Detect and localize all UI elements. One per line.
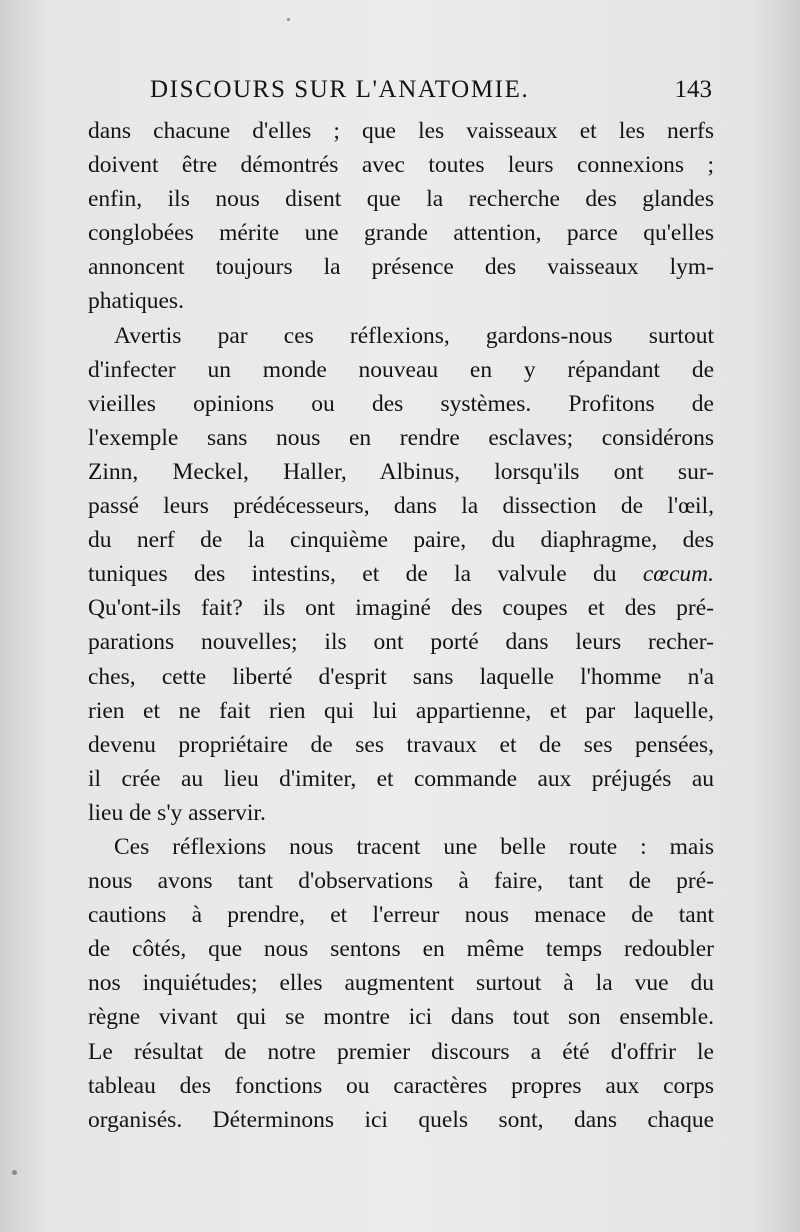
- text-line: Avertis par ces réflexions, gardons-nous surtout: [114, 322, 714, 349]
- text-line: parations nouvelles; ils ont porté dans leurs recher-: [88, 629, 714, 656]
- text-line: organisés. Déterminons ici quels sont, dans chaque: [88, 1106, 714, 1133]
- italic-term: cœcum.: [642, 561, 714, 588]
- text-line: du nerf de la cinquième paire, du diaphragme, des: [88, 527, 714, 554]
- page-header: [150, 76, 712, 112]
- text-line: conglobées mérite une grande attention, parce qu'elles: [88, 220, 714, 247]
- paper-speck: [12, 1170, 17, 1175]
- text-line: de côtés, que nous sentons en même temps redoubler: [88, 936, 714, 963]
- text-line: règne vivant qui se montre ici dans tout son ensemble.: [88, 1004, 714, 1031]
- text-line: phatiques.: [88, 288, 184, 315]
- text-line: tuniques des intestins, et de la valvule du cœcum.: [88, 561, 714, 588]
- text-line: devenu propriétaire de ses travaux et de ses pensées,: [88, 731, 714, 758]
- page-number: 143: [674, 76, 712, 103]
- text-line: passé leurs prédécesseurs, dans la dissection de l'œil,: [88, 493, 714, 520]
- text-line: tableau des fonctions ou caractères propres aux corps: [88, 1072, 714, 1099]
- text-line: l'exemple sans nous en rendre esclaves; considérons: [88, 424, 714, 451]
- text-line: dans chacune d'elles ; que les vaisseaux et les nerfs: [88, 118, 714, 144]
- text-line: d'infecter un monde nouveau en y répandant de: [88, 356, 714, 383]
- text-line: annoncent toujours la présence des vaisseaux lym-: [88, 254, 714, 281]
- text-line: lieu de s'y asservir.: [88, 799, 266, 826]
- running-title: DISCOURS SUR L'ANATOMIE.: [150, 76, 530, 103]
- text-line: enfin, ils nous disent que la recherche des glandes: [88, 186, 714, 213]
- text-line: rien et ne fait rien qui lui appartienne, et par laquelle,: [88, 697, 714, 724]
- paper-speck: [287, 18, 290, 21]
- text-line: vieilles opinions ou des systèmes. Profitons de: [88, 390, 714, 417]
- text-line: il crée au lieu d'imiter, et commande aux préjugés au: [88, 765, 714, 792]
- text-line: Ces réflexions nous tracent une belle route : mais: [114, 833, 714, 860]
- text-line: Qu'ont-ils fait? ils ont imaginé des coupes et des pré-: [88, 595, 714, 622]
- body-text: [88, 114, 714, 1137]
- text-line: nos inquiétudes; elles augmentent surtout à la vue du: [88, 970, 714, 997]
- text-line: Le résultat de notre premier discours a été d'offrir le: [88, 1038, 714, 1065]
- text-line: nous avons tant d'observations à faire, tant de pré-: [88, 868, 714, 895]
- text-line: cautions à prendre, et l'erreur nous menace de tant: [88, 902, 714, 929]
- text-line: ches, cette liberté d'esprit sans laquelle l'homme n'a: [88, 663, 714, 690]
- text-line: doivent être démontrés avec toutes leurs connexions ;: [88, 152, 714, 179]
- text-line: Zinn, Meckel, Haller, Albinus, lorsqu'ils ont sur-: [88, 458, 714, 485]
